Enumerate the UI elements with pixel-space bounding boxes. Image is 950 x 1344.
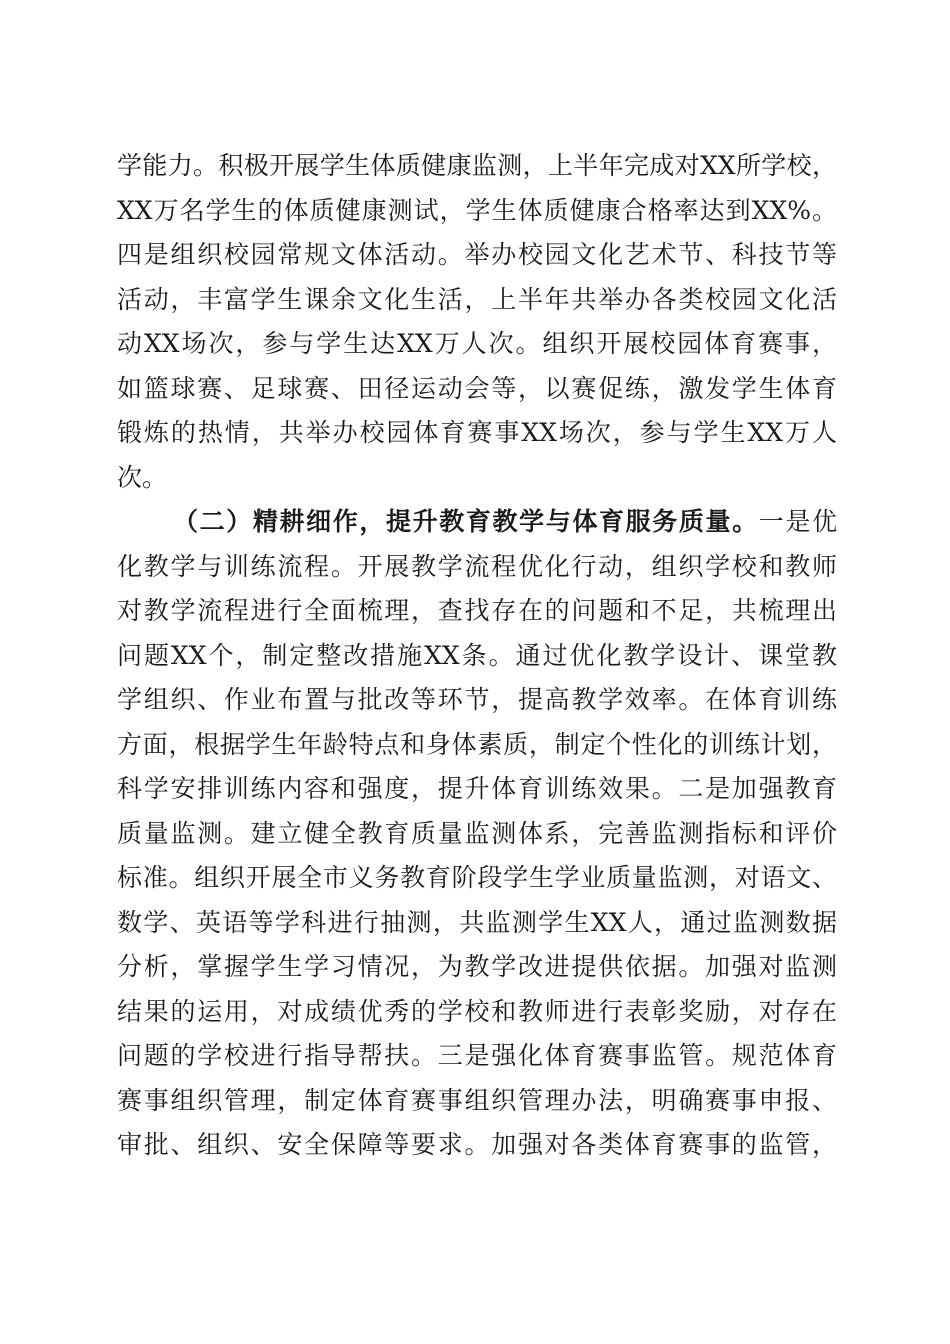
- text-line: 如篮球赛、足球赛、田径运动会等，以赛促练，激发学生体育: [117, 373, 837, 403]
- text-line: 科学安排训练内容和强度，提升体育训练效果。二是加强教育: [117, 774, 837, 803]
- text-line: 化教学与训练流程。开展教学流程优化行动，组织学校和教师: [117, 551, 837, 581]
- text-line: XX万名学生的体质健康测试，学生体质健康合格率达到XX%。: [117, 195, 837, 225]
- text-line: 问题XX个，制定整改措施XX条。通过优化教学设计、课堂教: [117, 640, 837, 670]
- text-line: 次。: [117, 462, 168, 492]
- section-heading: （二）精耕细作，提升教育教学与体育服务质量。: [173, 507, 759, 536]
- text-line: 锻炼的热情，共举办校园体育赛事XX场次，参与学生XX万人: [117, 418, 837, 447]
- text-line: 赛事组织管理，制定体育赛事组织管理办法，明确赛事申报、: [117, 1085, 837, 1115]
- text-line: 学组织、作业布置与批改等环节，提高教学效率。在体育训练: [117, 685, 837, 714]
- text-line: 标准。组织开展全市义务教育阶段学生学业质量监测，对语文、: [117, 863, 837, 892]
- text-line: 分析，掌握学生学习情况，为教学改进提供依据。加强对监测: [117, 952, 837, 981]
- text-line: 动XX场次，参与学生达XX万人次。组织开展校园体育赛事，: [117, 329, 837, 358]
- text-line: 数学、英语等学科进行抽测，共监测学生XX人，通过监测数据: [117, 907, 837, 937]
- text-line: 学能力。积极开展学生体质健康监测，上半年完成对XX所学校，: [117, 151, 837, 180]
- text-line: 问题的学校进行指导帮扶。三是强化体育赛事监管。规范体育: [117, 1041, 837, 1070]
- text-line: 审批、组织、安全保障等要求。加强对各类体育赛事的监管，: [117, 1130, 837, 1159]
- text-line: 对教学流程进行全面梳理，查找存在的问题和不足，共梳理出: [117, 596, 837, 625]
- text-line: 质量监测。建立健全教育质量监测体系，完善监测指标和评价: [117, 818, 837, 848]
- text-line: 活动，丰富学生课余文化生活，上半年共举办各类校园文化活: [117, 284, 837, 314]
- document-body: [117, 144, 837, 1168]
- text-span: 一是优: [758, 507, 837, 536]
- section-heading-line: [117, 500, 837, 545]
- text-line: 方面，根据学生年龄特点和身体素质，制定个性化的训练计划，: [117, 729, 837, 759]
- text-line: 四是组织校园常规文体活动。举办校园文化艺术节、科技节等: [117, 240, 837, 269]
- text-line: 结果的运用，对成绩优秀的学校和教师进行表彰奖励，对存在: [117, 996, 837, 1026]
